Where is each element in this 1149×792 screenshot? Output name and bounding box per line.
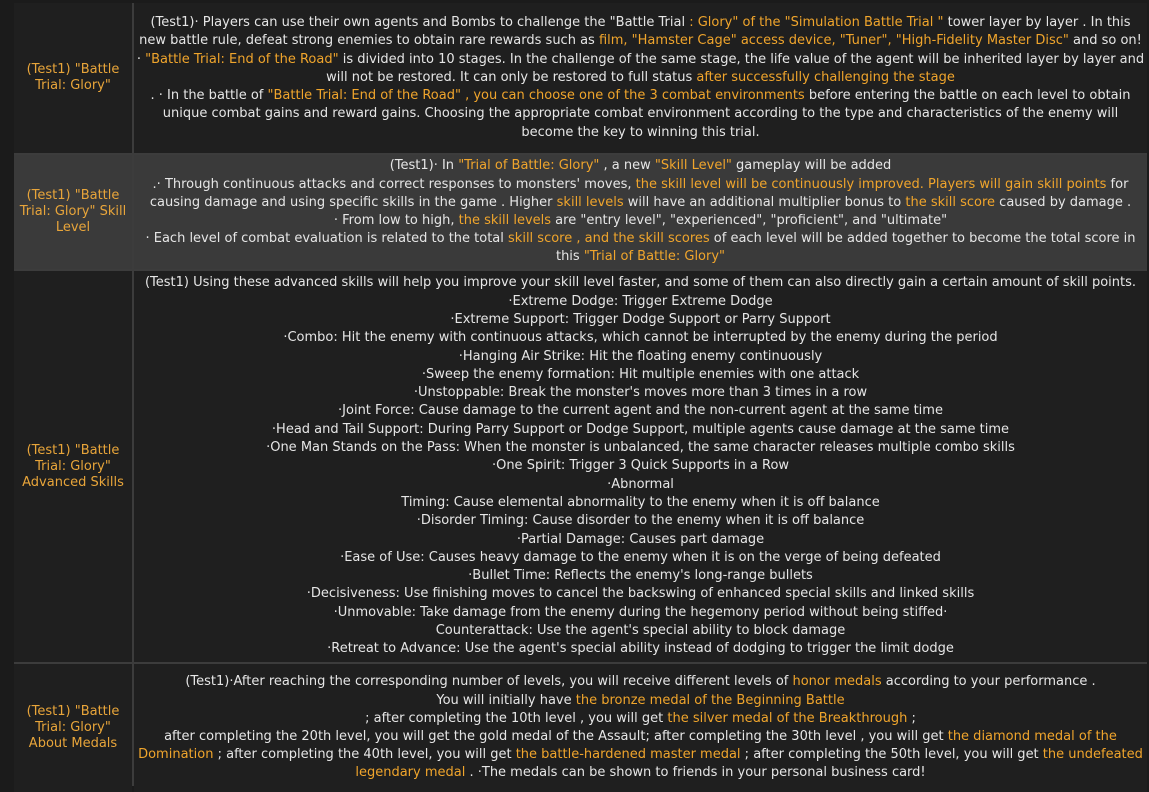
highlight-text: the skill levels — [458, 213, 552, 228]
row-label-cell — [14, 155, 132, 269]
highlight-text: the diamond medal of the Domination — [138, 729, 1117, 763]
paragraph — [136, 157, 1145, 175]
highlight-text: skill score , and the skill scores — [508, 231, 710, 247]
paragraph — [136, 176, 1145, 212]
body-text: according to your performance . — [881, 674, 1096, 690]
skill-line: ·Extreme Dodge: Trigger Extreme Dodge — [508, 293, 773, 309]
body-text: caused by damage . — [995, 194, 1132, 210]
paragraph — [136, 692, 1145, 710]
body-text: , a new — [599, 158, 655, 174]
highlight-text: "Trial of Battle: Glory" — [583, 249, 726, 265]
skill-line: (Test1) Using these advanced skills will help you improve your skill level faster, and some of them can also directly gain a certain amount of skill points. — [144, 275, 1137, 291]
highlight-text: : Glory" of the "Simulation Battle Trial " — [689, 15, 944, 31]
body-text: (Test1)· Players can use their own agents and Bombs to challenge the "Battle Trial — [150, 15, 690, 31]
body-text: will have an additional multiplier bonus to — [623, 194, 906, 210]
paragraph — [136, 14, 1145, 50]
body-text: are "entry level", "experienced", "proficient", and "ultimate" — [551, 213, 948, 228]
body-text: (Test1)·After reaching the corresponding number of levels, you will receive different levels of — [185, 674, 793, 690]
highlight-text: "Trial of Battle: Glory" — [458, 158, 600, 174]
body-text: is divided into 10 stages. In the challenge of the same stage, the life value of the agent will be inherited layer by layer and will not be restored. It can only be restored to full status — [326, 51, 1145, 85]
highlight-text: the skill score — [905, 194, 996, 210]
highlight-text: "Skill Level" — [654, 158, 732, 174]
body-text: before entering the battle on each level to obtain unique combat gains and reward gains. Choosing the appropriate combat environment according to the type and characteristics of the enemy will become the key to winning this trial. — [162, 88, 1131, 140]
row-label: (Test1) "Battle Trial: Glory" About Medals — [26, 704, 120, 751]
skill-line: ·Retreat to Advance: Use the agent's special ability instead of dodging to trigger the limit dodge — [327, 641, 954, 657]
skill-line: ·Abnormal — [607, 476, 674, 492]
row-label-cell — [14, 664, 132, 792]
row-label: (Test1) "Battle Trial: Glory" Advanced Skills — [22, 442, 124, 490]
body-text: · From low to high, — [333, 213, 459, 228]
body-text: . ·The medals can be shown to friends in your personal business card! — [465, 765, 926, 781]
row-content — [134, 671, 1147, 784]
body-text: · — [136, 51, 146, 67]
skill-line: ·Unmovable: Take damage from the enemy during the hegemony period without being stiffed· — [333, 604, 948, 620]
body-text: and so on! — [1068, 33, 1142, 49]
row-label-cell — [14, 271, 132, 662]
skill-line: ·Bullet Time: Reflects the enemy's long-range bullets — [468, 568, 813, 584]
body-text: ; — [907, 710, 916, 726]
paragraph — [136, 728, 1145, 783]
body-text: ; after completing the 10th level , you will get — [365, 710, 668, 726]
body-text: tower layer by layer . In this new battle rule, defeat strong enemies to obtain rare rewards such as — [139, 15, 1131, 49]
body-text: · Each level of combat evaluation is related to the total — [145, 231, 509, 247]
highlight-text: the undefeated legendary medal — [355, 747, 1143, 781]
skill-line: ·Head and Tail Support: During Parry Support or Dodge Support, multiple agents cause damage at the same time — [271, 421, 1010, 437]
skill-line: ·Ease of Use: Causes heavy damage to the enemy when it is on the verge of being defeated — [340, 549, 941, 565]
paragraph — [136, 230, 1145, 266]
body-text: . · In the battle of — [150, 88, 268, 104]
highlight-text: "Battle Trial: End of the Road" , you can choose one of the 3 combat environments — [267, 88, 805, 104]
skill-line: ·Sweep the enemy formation: Hit multiple enemies with one attack — [421, 366, 860, 382]
body-text: .· Through continuous attacks and correct responses to monsters' moves, — [152, 176, 636, 192]
skill-line: ·Combo: Hit the enemy with continuous attacks, which cannot be interrupted by the enemy during the period — [283, 330, 998, 346]
row-label-cell — [14, 3, 132, 153]
body-text: gameplay will be added — [731, 158, 892, 174]
row-content-cell — [134, 155, 1147, 269]
row-content-cell — [134, 664, 1147, 792]
body-text: for causing damage and using specific skills in the game . Higher — [149, 176, 1129, 210]
paragraph — [136, 673, 1145, 691]
info-table — [14, 3, 1147, 786]
skill-line: ·Extreme Support: Trigger Dodge Support or Parry Support — [450, 311, 831, 327]
highlight-text: "Battle Trial: End of the Road" — [145, 51, 339, 67]
skill-line: Timing: Cause elemental abnormality to the enemy when it is off balance — [401, 494, 880, 510]
highlight-text: after successfully challenging the stage — [696, 69, 955, 85]
highlight-text: the battle-hardened master medal — [515, 747, 741, 763]
row-content-cell — [134, 3, 1147, 153]
body-text: ; after completing the 50th level, you will get — [740, 747, 1043, 763]
paragraph — [136, 710, 1145, 728]
skill-line: ·One Spirit: Trigger 3 Quick Supports in a Row — [491, 458, 790, 474]
skill-line: ·Decisiveness: Use finishing moves to cancel the backswing of enhanced special skills and linked skills — [306, 586, 975, 602]
highlight-text: film, "Hamster Cage" access device, "Tuner", "High-Fidelity Master Disc" — [598, 33, 1069, 49]
row-content-cell — [134, 271, 1147, 662]
skill-line: ·One Man Stands on the Pass: When the monster is unbalanced, the same character releases multiple combo skills — [266, 440, 1015, 456]
paragraph — [136, 212, 1145, 230]
row-content — [134, 155, 1147, 268]
skill-line: ·Partial Damage: Causes part damage — [516, 531, 765, 547]
skill-line: ·Unstoppable: Break the monster's moves more than 3 times in a row — [413, 385, 868, 401]
skill-line: Counterattack: Use the agent's special ability to block damage — [435, 623, 846, 639]
highlight-text: the skill level will be continuously improved. Players will gain skill points — [635, 176, 1107, 192]
body-text: of each level will be added together to become the total score in this — [555, 231, 1136, 265]
body-text: ; after completing the 40th level, you will get — [213, 747, 516, 763]
row-content — [143, 272, 1138, 660]
skill-line: ·Disorder Timing: Cause disorder to the enemy when it is off balance — [416, 513, 865, 529]
highlight-text: the silver medal of the Breakthrough — [667, 710, 908, 726]
row-content — [134, 12, 1147, 143]
paragraph — [136, 87, 1145, 142]
highlight-text: the bronze medal of the Beginning Battle — [575, 692, 845, 708]
paragraph — [136, 51, 1145, 87]
highlight-text: skill levels — [556, 194, 624, 210]
highlight-text: honor medals — [792, 674, 882, 690]
row-label: (Test1) "Battle Trial: Glory" Skill Level — [19, 188, 127, 235]
body-text: (Test1)· In — [389, 158, 459, 174]
body-text: You will initially have — [436, 692, 576, 708]
row-label: (Test1) "Battle Trial: Glory" — [26, 62, 120, 93]
skill-line: ·Hanging Air Strike: Hit the floating enemy continuously — [458, 348, 823, 364]
body-text: after completing the 20th level, you will get the gold medal of the Assault; after completing the 30th level , you will get — [164, 729, 948, 744]
skill-line: ·Joint Force: Cause damage to the current agent and the non-current agent at the same time — [338, 403, 943, 419]
